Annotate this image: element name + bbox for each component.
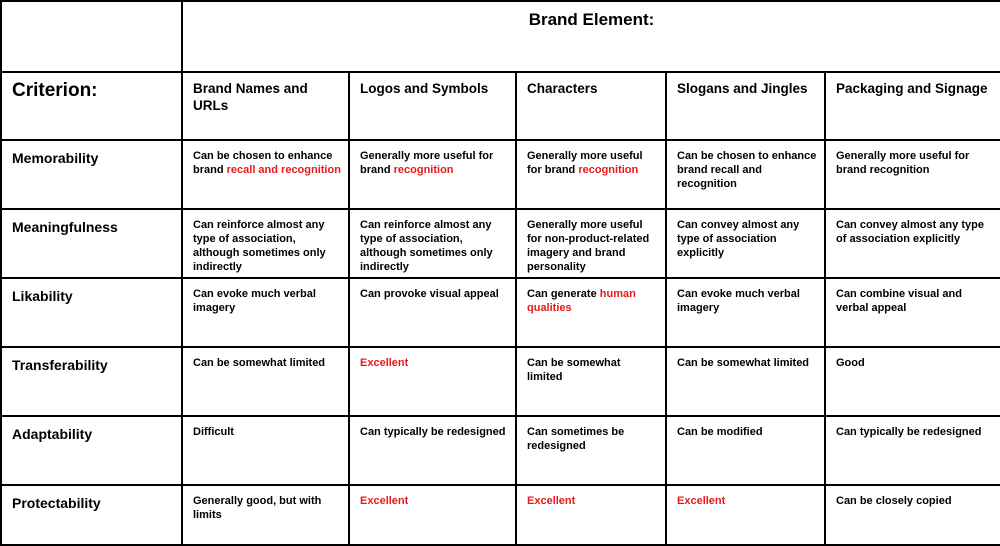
table-cell — [825, 278, 1000, 347]
cell-text: Generally good, but with limits — [193, 495, 322, 521]
cell-text: Generally more useful for non-product-related imagery and brand personality — [527, 219, 650, 273]
table-cell — [182, 485, 349, 545]
corner-cell — [1, 1, 182, 72]
highlighted-text: Excellent — [677, 495, 726, 507]
table-row — [1, 416, 1000, 485]
table-row — [1, 140, 1000, 209]
cell-text: Can be chosen to enhance brand — [193, 150, 333, 176]
cell-text: Can provoke visual appeal — [360, 288, 499, 300]
table-cell — [825, 416, 1000, 485]
cell-text: Can convey almost any type of association explicitly — [677, 219, 800, 259]
table-cell — [516, 347, 666, 416]
table-cell — [182, 140, 349, 209]
table-cell — [666, 416, 825, 485]
table-cell — [182, 416, 349, 485]
cell-text: Can be somewhat limited — [677, 357, 810, 369]
table-cell — [825, 140, 1000, 209]
cell-text: Can be closely copied — [836, 495, 952, 507]
table-cell — [182, 209, 349, 278]
table-row — [1, 485, 1000, 545]
criterion-label: Memorability — [1, 140, 182, 209]
table-cell — [349, 485, 516, 545]
criterion-label: Meaningfulness — [1, 209, 182, 278]
cell-text: Difficult — [193, 426, 234, 438]
table-cell — [349, 140, 516, 209]
table-cell — [516, 209, 666, 278]
highlighted-text: Excellent — [360, 495, 409, 507]
table-cell — [516, 140, 666, 209]
cell-text: Good — [836, 357, 865, 369]
table-cell — [182, 347, 349, 416]
table-cell — [349, 416, 516, 485]
highlighted-text: human qualities — [527, 288, 636, 314]
highlighted-text: recall and recognition — [226, 164, 341, 176]
column-header-brand-names: Brand Names and URLs — [182, 72, 349, 140]
table-row — [1, 347, 1000, 416]
column-header-characters: Characters — [516, 72, 666, 140]
cell-text: Can sometimes be redesigned — [527, 426, 625, 452]
criterion-label: Protectability — [1, 485, 182, 545]
table-cell — [516, 416, 666, 485]
table-row — [1, 209, 1000, 278]
criterion-header: Criterion: — [1, 72, 182, 140]
table-cell — [516, 485, 666, 545]
cell-text: Can be somewhat limited — [193, 357, 326, 369]
criterion-label: Likability — [1, 278, 182, 347]
table-cell — [825, 347, 1000, 416]
column-header-logos: Logos and Symbols — [349, 72, 516, 140]
table-cell — [666, 140, 825, 209]
table-cell — [666, 485, 825, 545]
cell-text: Can evoke much verbal imagery — [677, 288, 800, 314]
cell-text: Generally more useful for brand — [360, 150, 494, 176]
table-cell — [182, 278, 349, 347]
cell-text: Can be modified — [677, 426, 763, 438]
column-header-packaging: Packaging and Signage — [825, 72, 1000, 140]
cell-text: Can reinforce almost any type of association, although sometimes only indirectly — [193, 219, 326, 273]
table-cell — [349, 347, 516, 416]
cell-text: Can typically be redesigned — [836, 426, 982, 438]
table-cell — [825, 209, 1000, 278]
highlighted-text: recognition — [578, 164, 639, 176]
column-header-row — [1, 72, 1000, 140]
highlighted-text: Excellent — [360, 357, 409, 369]
table-cell — [666, 209, 825, 278]
table-cell — [825, 485, 1000, 545]
table-cell — [349, 278, 516, 347]
table-cell — [666, 278, 825, 347]
cell-text: Can typically be redesigned — [360, 426, 506, 438]
cell-text: Can be somewhat limited — [527, 357, 621, 383]
cell-text: Generally more useful for brand — [527, 150, 643, 176]
highlighted-text: recognition — [393, 164, 454, 176]
criterion-label: Transferability — [1, 347, 182, 416]
brand-element-header: Brand Element: — [182, 1, 1000, 72]
table-cell — [516, 278, 666, 347]
cell-text: Can be chosen to enhance brand recall and recognition — [677, 150, 817, 190]
cell-text: Can combine visual and verbal appeal — [836, 288, 962, 314]
cell-text: Can evoke much verbal imagery — [193, 288, 316, 314]
table-cell — [666, 347, 825, 416]
cell-text: Can reinforce almost any type of association, although sometimes only indirectly — [360, 219, 493, 273]
top-header-row — [1, 1, 1000, 72]
criterion-label: Adaptability — [1, 416, 182, 485]
cell-text: Can convey almost any type of association explicitly — [836, 219, 984, 245]
column-header-slogans: Slogans and Jingles — [666, 72, 825, 140]
cell-text: Can generate — [527, 288, 600, 300]
table-row — [1, 278, 1000, 347]
table-cell — [349, 209, 516, 278]
highlighted-text: Excellent — [527, 495, 576, 507]
cell-text: Generally more useful for brand recognition — [836, 150, 970, 176]
